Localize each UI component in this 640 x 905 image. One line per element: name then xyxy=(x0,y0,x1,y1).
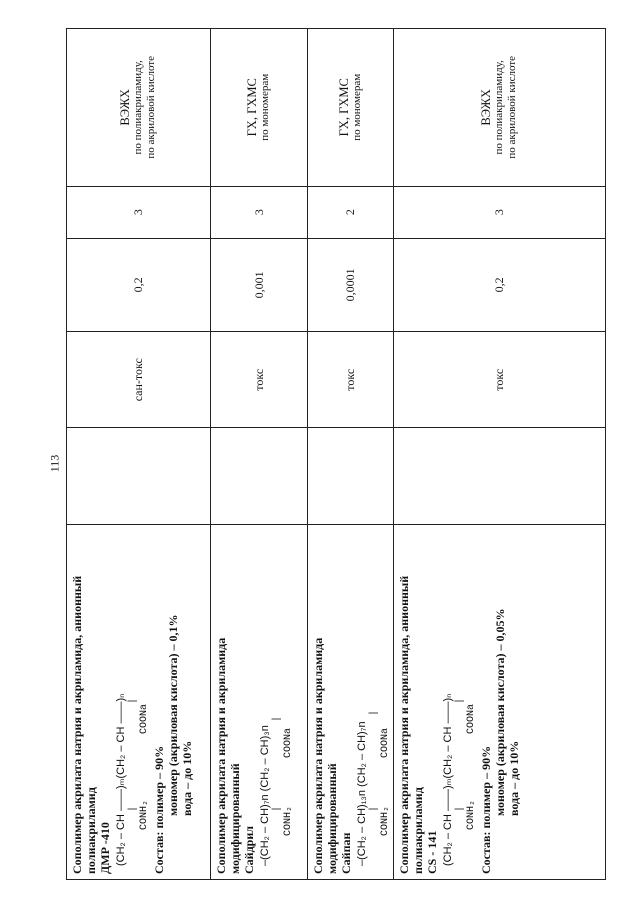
substance-name-cell xyxy=(67,524,210,879)
method-title: ГХ, ГХМС xyxy=(336,78,351,137)
method-title: ГХ, ГХМС xyxy=(245,78,259,137)
substance-name-line: ДМР -410 xyxy=(98,822,112,874)
hazard-class-cell: 3 xyxy=(211,186,307,238)
substance-name-line: Сополимер акрилата натрия и акриламида, анионный xyxy=(70,575,84,874)
structural-formula xyxy=(258,530,294,866)
pdk-cell: 0,2 xyxy=(67,238,210,332)
method-note: по мономерам xyxy=(259,73,271,141)
hazard-class-cell: 3 xyxy=(67,186,210,238)
hazard-class-cell: 2 xyxy=(308,186,393,238)
substance-name-line: полиакриламид xyxy=(84,787,98,874)
table-row xyxy=(393,28,606,880)
substances-table xyxy=(66,28,606,880)
composition xyxy=(479,530,521,874)
toxicity-indicator-cell: сан-токс xyxy=(67,331,210,427)
pdk-cell: 0,2 xyxy=(394,238,605,332)
substance-name-line: Сайпан xyxy=(339,832,353,874)
pdk-cell: 0,0001 xyxy=(308,238,393,332)
method-cell xyxy=(67,29,210,186)
substance-name-cell xyxy=(394,524,605,879)
substance-name-line: Сополимер акрилата натрия и акриламида xyxy=(311,637,325,874)
empty-cell xyxy=(394,427,605,524)
empty-cell xyxy=(308,427,393,524)
method-title: ВЭЖХ xyxy=(479,89,493,126)
substance-name-line: модифицированный xyxy=(228,763,242,874)
composition-line: мономер (акриловая кислота) – 0,05% xyxy=(493,608,507,816)
empty-cell xyxy=(211,427,307,524)
composition-line: вода – до 10% xyxy=(180,740,194,816)
substance-name-line: полиакриламид xyxy=(411,787,425,874)
structural-formula xyxy=(114,530,150,866)
method-cell xyxy=(394,29,605,186)
composition-line: Состав: полимер – 90% xyxy=(479,745,493,874)
hazard-class-cell: 3 xyxy=(394,186,605,238)
composition-line: Состав: полимер – 90% xyxy=(152,745,166,874)
structural-formula xyxy=(355,530,391,866)
formula-main: –(CH₂ – CH)₁₃n (CH₂ – CH)₇n xyxy=(356,721,368,866)
method-cell xyxy=(308,29,393,186)
formula-substituents: | | CONH₂ COONa xyxy=(272,715,294,836)
substance-name-line: Сополимер акрилата натрия и акриламида xyxy=(214,637,228,874)
substance-name-cell xyxy=(211,524,307,879)
formula-main: (CH₂ – CH ——)ₘ(CH₂ – CH ——)ₙ xyxy=(442,693,454,866)
method-note: по мономерам xyxy=(350,73,363,141)
formula-substituents: | | CONH₂ COONa xyxy=(128,697,150,830)
formula-substituents: | | CONH₂ COONa xyxy=(455,697,477,830)
method-title: ВЭЖХ xyxy=(118,89,132,126)
substance-name-cell xyxy=(308,524,393,879)
method-note: по полиакриламиду, xyxy=(493,60,505,155)
table-row xyxy=(307,28,393,880)
composition xyxy=(152,530,194,874)
page-number: 113 xyxy=(47,454,62,473)
table-row xyxy=(66,28,210,880)
toxicity-indicator-cell: токс xyxy=(211,331,307,427)
rotated-page-area xyxy=(66,28,606,880)
pdk-cell: 0,001 xyxy=(211,238,307,332)
formula-main: (CH₂ – CH ——)ₘ(CH₂ – CH ——)ₙ xyxy=(115,693,127,866)
structural-formula xyxy=(441,530,477,866)
formula-substituents: | | CONH₂ COONa xyxy=(369,709,391,836)
substance-name-line: Сайдрил xyxy=(242,826,256,874)
toxicity-indicator-cell: токс xyxy=(394,331,605,427)
substance-name-line: модифицированный xyxy=(325,763,339,874)
empty-cell xyxy=(67,427,210,524)
method-note: по акриловой кислоте xyxy=(506,55,518,159)
method-note: по полиакриламиду, xyxy=(132,60,144,155)
composition-line: вода – до 10% xyxy=(507,740,521,816)
substance-name-line: CS - 141 xyxy=(425,830,439,874)
method-note: по акриловой кислоте xyxy=(145,55,157,159)
toxicity-indicator-cell: токс xyxy=(308,331,393,427)
table-row xyxy=(210,28,307,880)
composition-line: мономер (акриловая кислота) – 0,1% xyxy=(166,614,180,816)
formula-main: –(CH₂ – CH)₇n (CH₂ – CH)₃n xyxy=(259,725,271,866)
substance-name-line: Сополимер акрилата натрия и акриламида, анионный xyxy=(397,575,411,874)
method-cell xyxy=(211,29,307,186)
